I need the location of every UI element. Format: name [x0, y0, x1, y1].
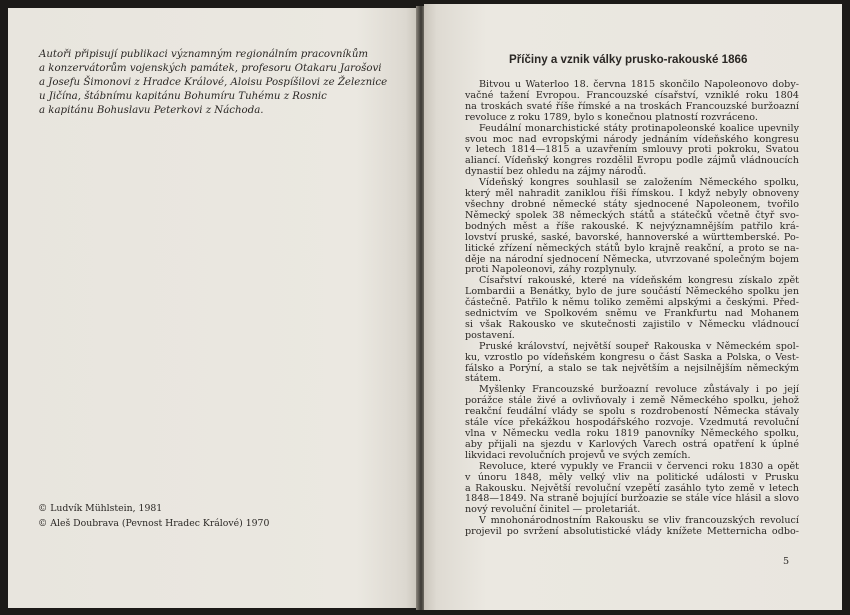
- chapter-body-text: [465, 80, 799, 538]
- body-text-line: 1848—1849. Na straně bojující buržoazie se stále více hlásil a slovo: [465, 493, 799, 505]
- body-text-line: všechny drobné německé státy sjednocené Napoleonem, tvořilo: [465, 198, 799, 210]
- body-text-line: proti Napoleonovi, záhy rozplynuly.: [465, 264, 637, 276]
- body-text-line: fálsko a Porýní, a stalo se tak největším a nejsilnějším německým: [465, 362, 799, 374]
- copyright-line: © Ludvík Mühlstein, 1981: [38, 503, 163, 514]
- acknowledgement-line: a konzervátorům vojenských památek, profesoru Otakaru Jarošovi: [39, 63, 382, 74]
- body-text-line: projevil po svržení absolutistické vlády knížete Metternicha odbo-: [465, 526, 799, 538]
- body-text-line: Feudální monarchistické státy protinapoleonské koalice upevnily: [479, 122, 799, 134]
- copyright-line: © Aleš Doubrava (Pevnost Hradec Králové) 1970: [38, 517, 270, 529]
- body-text-line: aby přijali na sjezdu v Karlových Varech ostrá opatření k úplné: [465, 438, 799, 450]
- body-text-line: ku, vzrostlo po vídeňském kongresu o část Saska a Polska, o Vest-: [465, 351, 799, 363]
- body-text-line: částečně. Patřilo k němu toliko zeměmi alpskými a českými. Před-: [465, 297, 799, 309]
- chapter-title: Příčiny a vznik války prusko-rakouské 1866: [509, 53, 748, 66]
- body-text-line: vlna v Německu vedla roku 1819 panovníky Německého spolku,: [465, 428, 799, 439]
- body-text-line: dynastií bez ohledu na zájmy národů.: [465, 166, 647, 178]
- page-number: 5: [783, 556, 790, 567]
- body-text-line: Pruské království, největší soupeř Rakouska v Německém spol-: [479, 340, 799, 352]
- copyright-notice: [38, 502, 338, 531]
- body-text-line: v letech 1814—1815 a uzavřením smlouvy proti pokroku, Svatou: [465, 144, 799, 156]
- body-text-line: porážce stále živé a ovlivňovaly i země Německého spolku, jehož: [465, 395, 799, 407]
- body-text-line: si však Rakousko ve skutečnosti zajistilo v Německu vládnoucí: [465, 318, 799, 330]
- body-text-line: státem.: [465, 373, 502, 385]
- body-text-line: na troskách svaté říše římské a na troskách Francouzské buržoazní: [465, 100, 799, 112]
- body-text-line: nový revoluční činitel — proletariát.: [465, 504, 641, 516]
- body-text-line: děje na národní sjednocení Německa, utvrzované společným bojem: [465, 253, 799, 265]
- body-text-line: Bitvou u Waterloo 18. června 1815 skončilo Napoleonovo doby-: [479, 79, 799, 90]
- body-text-line: Německý spolek 38 německých států a státečků včetně čtyř svo-: [465, 209, 799, 221]
- body-text-line: Myšlenky Francouzské buržoazní revoluce zůstávaly i po její: [479, 384, 799, 396]
- body-text-line: postavení.: [465, 329, 515, 341]
- body-text-line: v únoru 1848, měly velký vliv na politické události v Prusku: [465, 471, 799, 483]
- body-text-line: vačné tažení Evropou. Francouzské císařství, vzniklé roku 1804: [465, 89, 799, 101]
- body-text-line: reakční feudální vlády se spolu s rozdrobeností Německa stávaly: [465, 406, 799, 418]
- body-text-line: lovství pruské, saské, bavorské, hannoverské a württemberské. Po-: [465, 231, 799, 243]
- body-text-line: revoluce z roku 1789, bylo s konečnou platností rozvráceno.: [465, 111, 758, 123]
- body-text-line: litické zřízení německých států bylo krajně reakční, a proto se na-: [465, 242, 799, 254]
- acknowledgement-text: [39, 48, 389, 118]
- body-text-line: Vídeňský kongres souhlasil se založením Německého spolku,: [479, 177, 799, 189]
- body-text-line: Revoluce, které vypukly ve Francii v červenci roku 1830 a opět: [479, 460, 799, 472]
- acknowledgement-line: a Josefu Šimonovi z Hradce Králové, Aloisu Pospíšilovi ze Železnice u Jičína, štábnímu kapitánu Bohumíru Tuhému z Rosnic: [39, 77, 388, 102]
- body-text-line: svou moc nad evropskými národy jednáním vídeňského kongresu: [465, 133, 799, 145]
- body-text-line: bodných měst a říše rakouské. K nejvýznamnějším patřilo krá-: [465, 220, 799, 232]
- body-text-line: Císařství rakouské, které na vídeňském kongresu získalo zpět: [479, 275, 799, 287]
- body-text-line: Lombardii a Benátky, bylo de jure součástí Německého spolku jen: [465, 286, 799, 298]
- body-text-line: aliancí. Vídeňský kongres rozdělil Evropu podle zájmů vládnoucích: [465, 155, 799, 167]
- body-text-line: likvidaci revolučních projevů ve svých zemích.: [465, 449, 691, 461]
- body-text-line: V mnohonárodnostním Rakousku se vliv francouzských revolucí: [479, 515, 799, 527]
- body-text-line: stále více překážkou hospodářského rozvoje. Vzedmutá revoluční: [465, 417, 799, 429]
- body-text-line: který měl nahradit zaniklou říši římskou. I když nebyly obnoveny: [465, 188, 799, 200]
- acknowledgement-line: a kapitánu Bohuslavu Peterkovi z Náchoda.: [39, 105, 264, 116]
- body-text-line: sednictvím ve Spolkovém sněmu ve Frankfurtu nad Mohanem: [465, 308, 799, 320]
- body-text-line: a Rakousku. Největší revoluční vzepětí zasáhlo tyto země v letech: [465, 482, 799, 494]
- acknowledgement-line: Autoři připisují publikaci významným regionálním pracovníkům: [39, 49, 369, 60]
